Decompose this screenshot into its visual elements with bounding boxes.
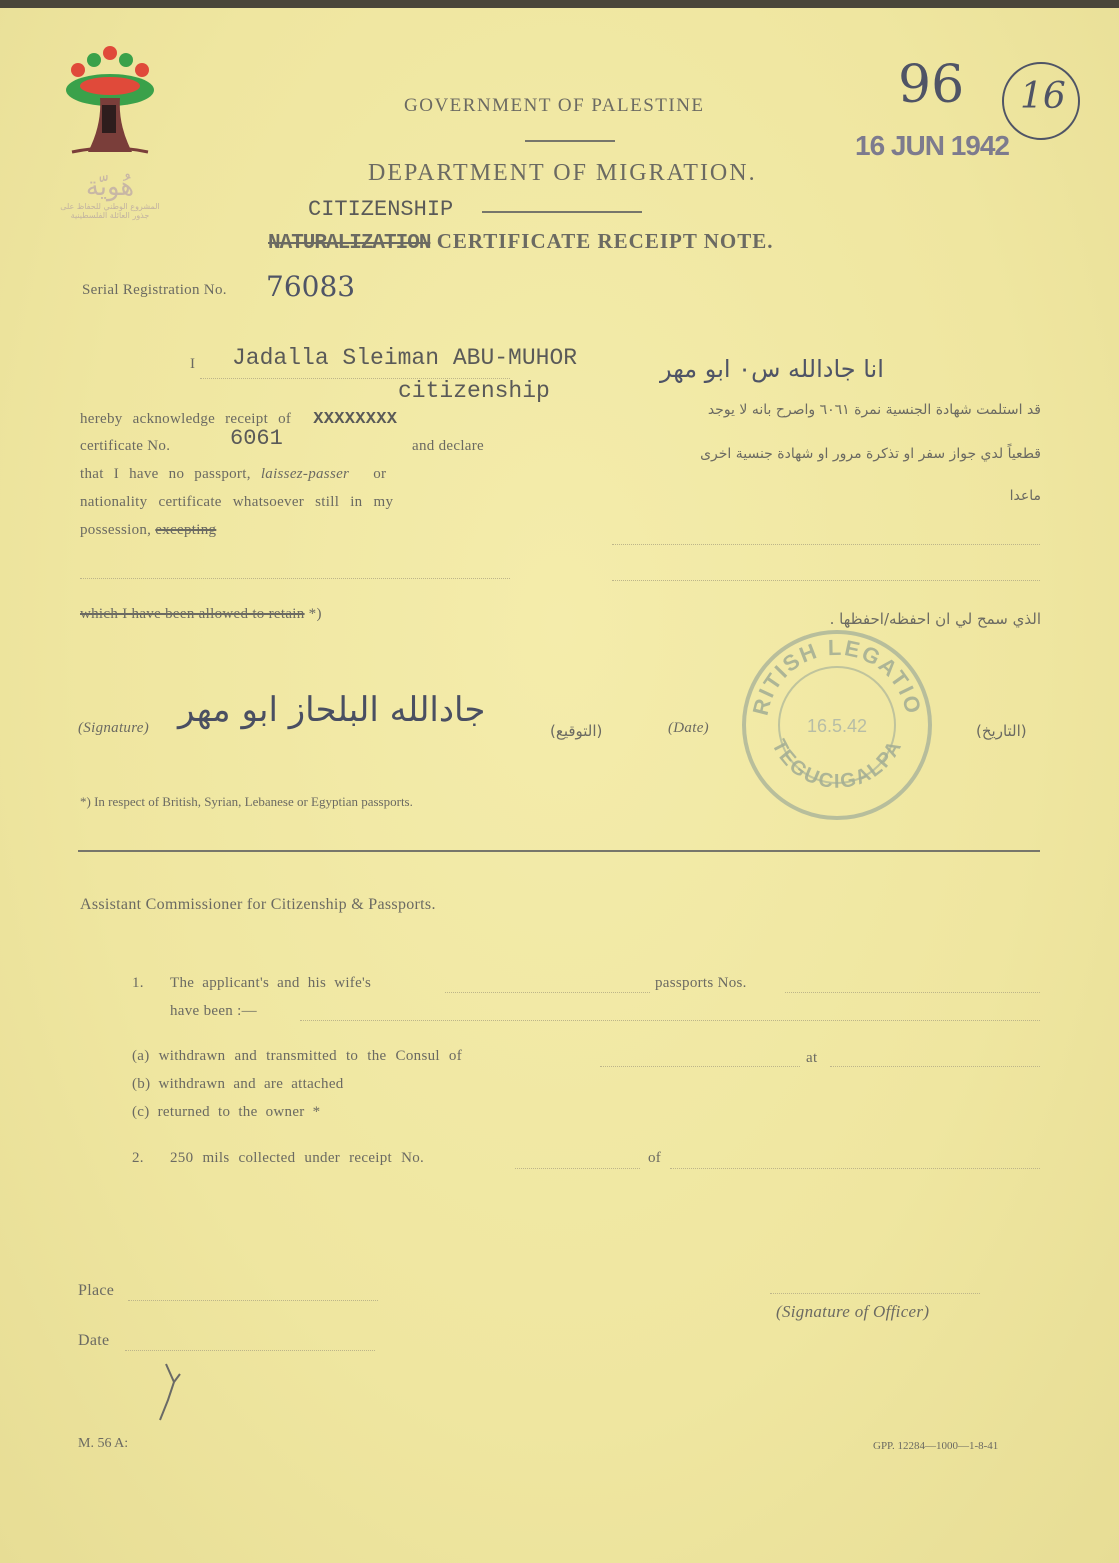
en-line-5-text: possession, (80, 522, 152, 538)
retain-end: *) (308, 606, 322, 622)
item-c: (c) returned to the owner * (132, 1104, 321, 1120)
officer-signature-label: (Signature of Officer) (776, 1302, 930, 1321)
date-label: (Date) (668, 720, 709, 736)
item-b: (b) withdrawn and are attached (132, 1076, 344, 1092)
pencil-mark (152, 1360, 192, 1430)
en-line-3-text: that I have no passport, (80, 466, 251, 482)
item-a-at: at (806, 1050, 818, 1066)
citizenship-rule (482, 211, 642, 213)
legation-seal-icon (740, 628, 934, 822)
stamp-text-bottom: TEGUCIGALPA (767, 735, 907, 794)
signature-label-ar: (التوقيع) (550, 722, 603, 740)
ar-line-4-dots (612, 580, 1040, 581)
office-heading: Assistant Commissioner for Citizenship & Passports. (80, 896, 436, 913)
logo-arabic-name: هُويّة (85, 172, 135, 202)
ar-line-1: قد استلمت شهادة الجنسية نمرة ٦٠٦١ واصرح بانه لا يوجد (707, 402, 1041, 418)
header-rule (525, 140, 615, 142)
en-line-5 (80, 522, 216, 539)
ar-line-3-dots (612, 544, 1040, 545)
en-line-2-text: certificate No. (80, 438, 171, 454)
received-date-stamp: 16 JUN 1942 (855, 130, 1010, 161)
svg-text:BRITISH LEGATION (740, 628, 926, 718)
stamp-text-top: RITISH LEGATIO (747, 634, 927, 718)
en-line-2 (80, 438, 170, 455)
item2-blank-2 (670, 1168, 1040, 1169)
legation-stamp (740, 628, 934, 822)
applicant-signature: جادالله البلحاز ابو مهر (178, 690, 486, 730)
item1-blank-2 (785, 992, 1040, 993)
ar-line-3: ماعدا (1009, 488, 1041, 504)
item-a-blank-2 (830, 1066, 1040, 1067)
retain-struck: which I have been allowed to retain (80, 606, 305, 622)
item1-have-been: have been :— (170, 1003, 257, 1019)
date-blank (125, 1350, 375, 1351)
family-tree-icon (58, 40, 162, 165)
scan-top-edge (0, 0, 1119, 8)
retain-line (80, 606, 322, 623)
officer-sig-line (770, 1293, 980, 1294)
struck-type: XXXXXXXX (313, 410, 398, 429)
arabic-name-line: انا جادالله س٠ ابو مهر (660, 355, 884, 383)
hawiya-logo (58, 40, 162, 235)
laissez-passer: laissez-passer (260, 466, 350, 482)
item2-blank (515, 1168, 640, 1169)
place-label: Place (78, 1282, 115, 1299)
date-field-label: Date (78, 1332, 110, 1349)
footnote: *) In respect of British, Syrian, Lebanese or Egyptian passports. (80, 794, 413, 809)
item1-blank (445, 992, 650, 993)
ar-line-2: قطعياً لدي جواز سفر او تذكرة مرور او شهادة جنسية اخرى (700, 446, 1041, 462)
svg-text:TEGUCIGALPA (767, 736, 906, 793)
item1-blank-3 (300, 1020, 1040, 1021)
section-rule (78, 850, 1040, 852)
item-a: (a) withdrawn and transmitted to the Consul of (132, 1048, 462, 1064)
en-line-3 (80, 466, 386, 483)
government-heading: GOVERNMENT OF PALESTINE (404, 95, 705, 116)
file-number: 96 (898, 55, 965, 115)
ar-retain: الذي سمح لي ان احفظه/احفظها . (829, 610, 1041, 628)
item2-of: of (648, 1150, 662, 1166)
form-code: M. 56 A: (78, 1436, 129, 1451)
and-declare: and declare (412, 438, 485, 454)
logo-caption-1: المشروع الوطني للحفاظ على (60, 202, 160, 211)
circled-number-text: 16 (1020, 76, 1066, 117)
date-label-ar: (التاريخ) (976, 722, 1027, 740)
item2-text: 250 mils collected under receipt No. (170, 1150, 425, 1166)
en-line-4: nationality certificate whatsoever still in my (80, 494, 394, 510)
item-a-blank (600, 1066, 800, 1067)
serial-label: Serial Registration No. (82, 282, 227, 298)
item1-text: The applicant's and his wife's (170, 975, 372, 991)
citizenship-typed: CITIZENSHIP (308, 197, 454, 222)
naturalization-overstruck: NATURALIZATION (268, 232, 431, 255)
certificate-type: citizenship (398, 378, 550, 404)
applicant-name: Jadalla Sleiman ABU-MUHOR (232, 345, 578, 371)
department-heading: DEPARTMENT OF MIGRATION. (368, 160, 757, 186)
item1-passports: passports Nos. (655, 975, 747, 991)
place-blank (128, 1300, 378, 1301)
pronoun-i: I (190, 356, 196, 372)
logo-caption-2: جذور العائلة الفلسطينية (70, 211, 150, 220)
circled-number (1002, 62, 1080, 140)
serial-value: 76083 (266, 270, 356, 303)
pencil-tick-icon (152, 1360, 192, 1430)
item1-number: 1. (132, 975, 144, 991)
en-line-1-text: hereby acknowledge receipt of (80, 411, 292, 427)
item2-number: 2. (132, 1150, 144, 1166)
print-code: GPP. 12284—1000—1-8-41 (873, 1440, 999, 1452)
certificate-title (268, 229, 774, 255)
title-rest: CERTIFICATE RECEIPT NOTE. (436, 229, 774, 253)
certificate-number: 6061 (230, 426, 283, 451)
excepting-struck: excepting (155, 522, 217, 538)
excepting-line (80, 578, 510, 579)
signature-label: (Signature) (78, 720, 150, 736)
en-line-3-or: or (373, 466, 387, 482)
stamp-date: 16.5.42 (806, 716, 868, 736)
